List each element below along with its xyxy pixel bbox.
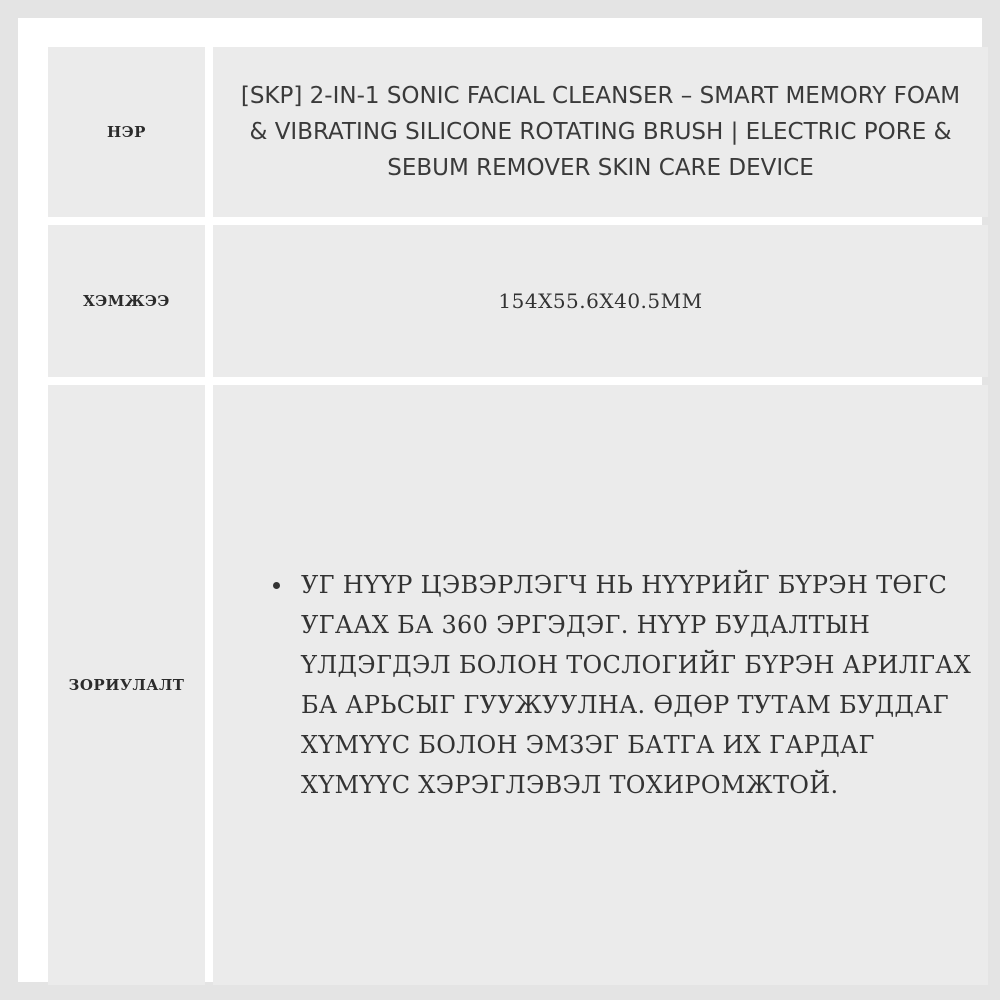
label-cell-purpose [48,385,205,985]
name-label: НЭР [107,123,146,141]
bullet-dot-icon [273,582,280,589]
purpose-text: УГ НҮҮР ЦЭВЭРЛЭГЧ НЬ НҮҮРИЙГ БҮРЭН ТӨГС УГААХ БА 360 ЭРГЭДЭГ. НҮҮР БУДАЛТЫН ҮЛДЭГДЭЛ БОЛОН ТОСЛОГИЙГ БҮРЭН АРИЛГАХ БА АРЬСЫГ ГУУЖУУЛНА. ӨДӨР ТУТАМ БУДДАГ ХҮМҮҮС БОЛОН ЭМЗЭГ БАТГА ИХ ГАРДАГ ХҮМҮҮС ХЭРЭГЛЭВЭЛ ТОХИРОМЖТОЙ. [301,571,972,799]
value-cell-name [213,47,988,217]
label-cell-size [48,225,205,377]
product-size: 154X55.6X40.5MM [498,289,703,313]
purpose-list [213,565,991,805]
product-name: [SKP] 2-IN-1 SONIC FACIAL CLEANSER – SMART MEMORY FOAM & VIBRATING SILICONE ROTATING BRUSH | ELECTRIC PORE & SEBUM REMOVER SKIN CARE DEVICE [240,83,961,181]
value-cell-purpose [213,385,988,985]
list-item [273,565,991,805]
label-cell-name [48,47,205,217]
purpose-label: ЗОРИУЛАЛТ [68,676,185,694]
size-label: ХЭМЖЭЭ [83,292,170,310]
value-cell-size [213,225,988,377]
